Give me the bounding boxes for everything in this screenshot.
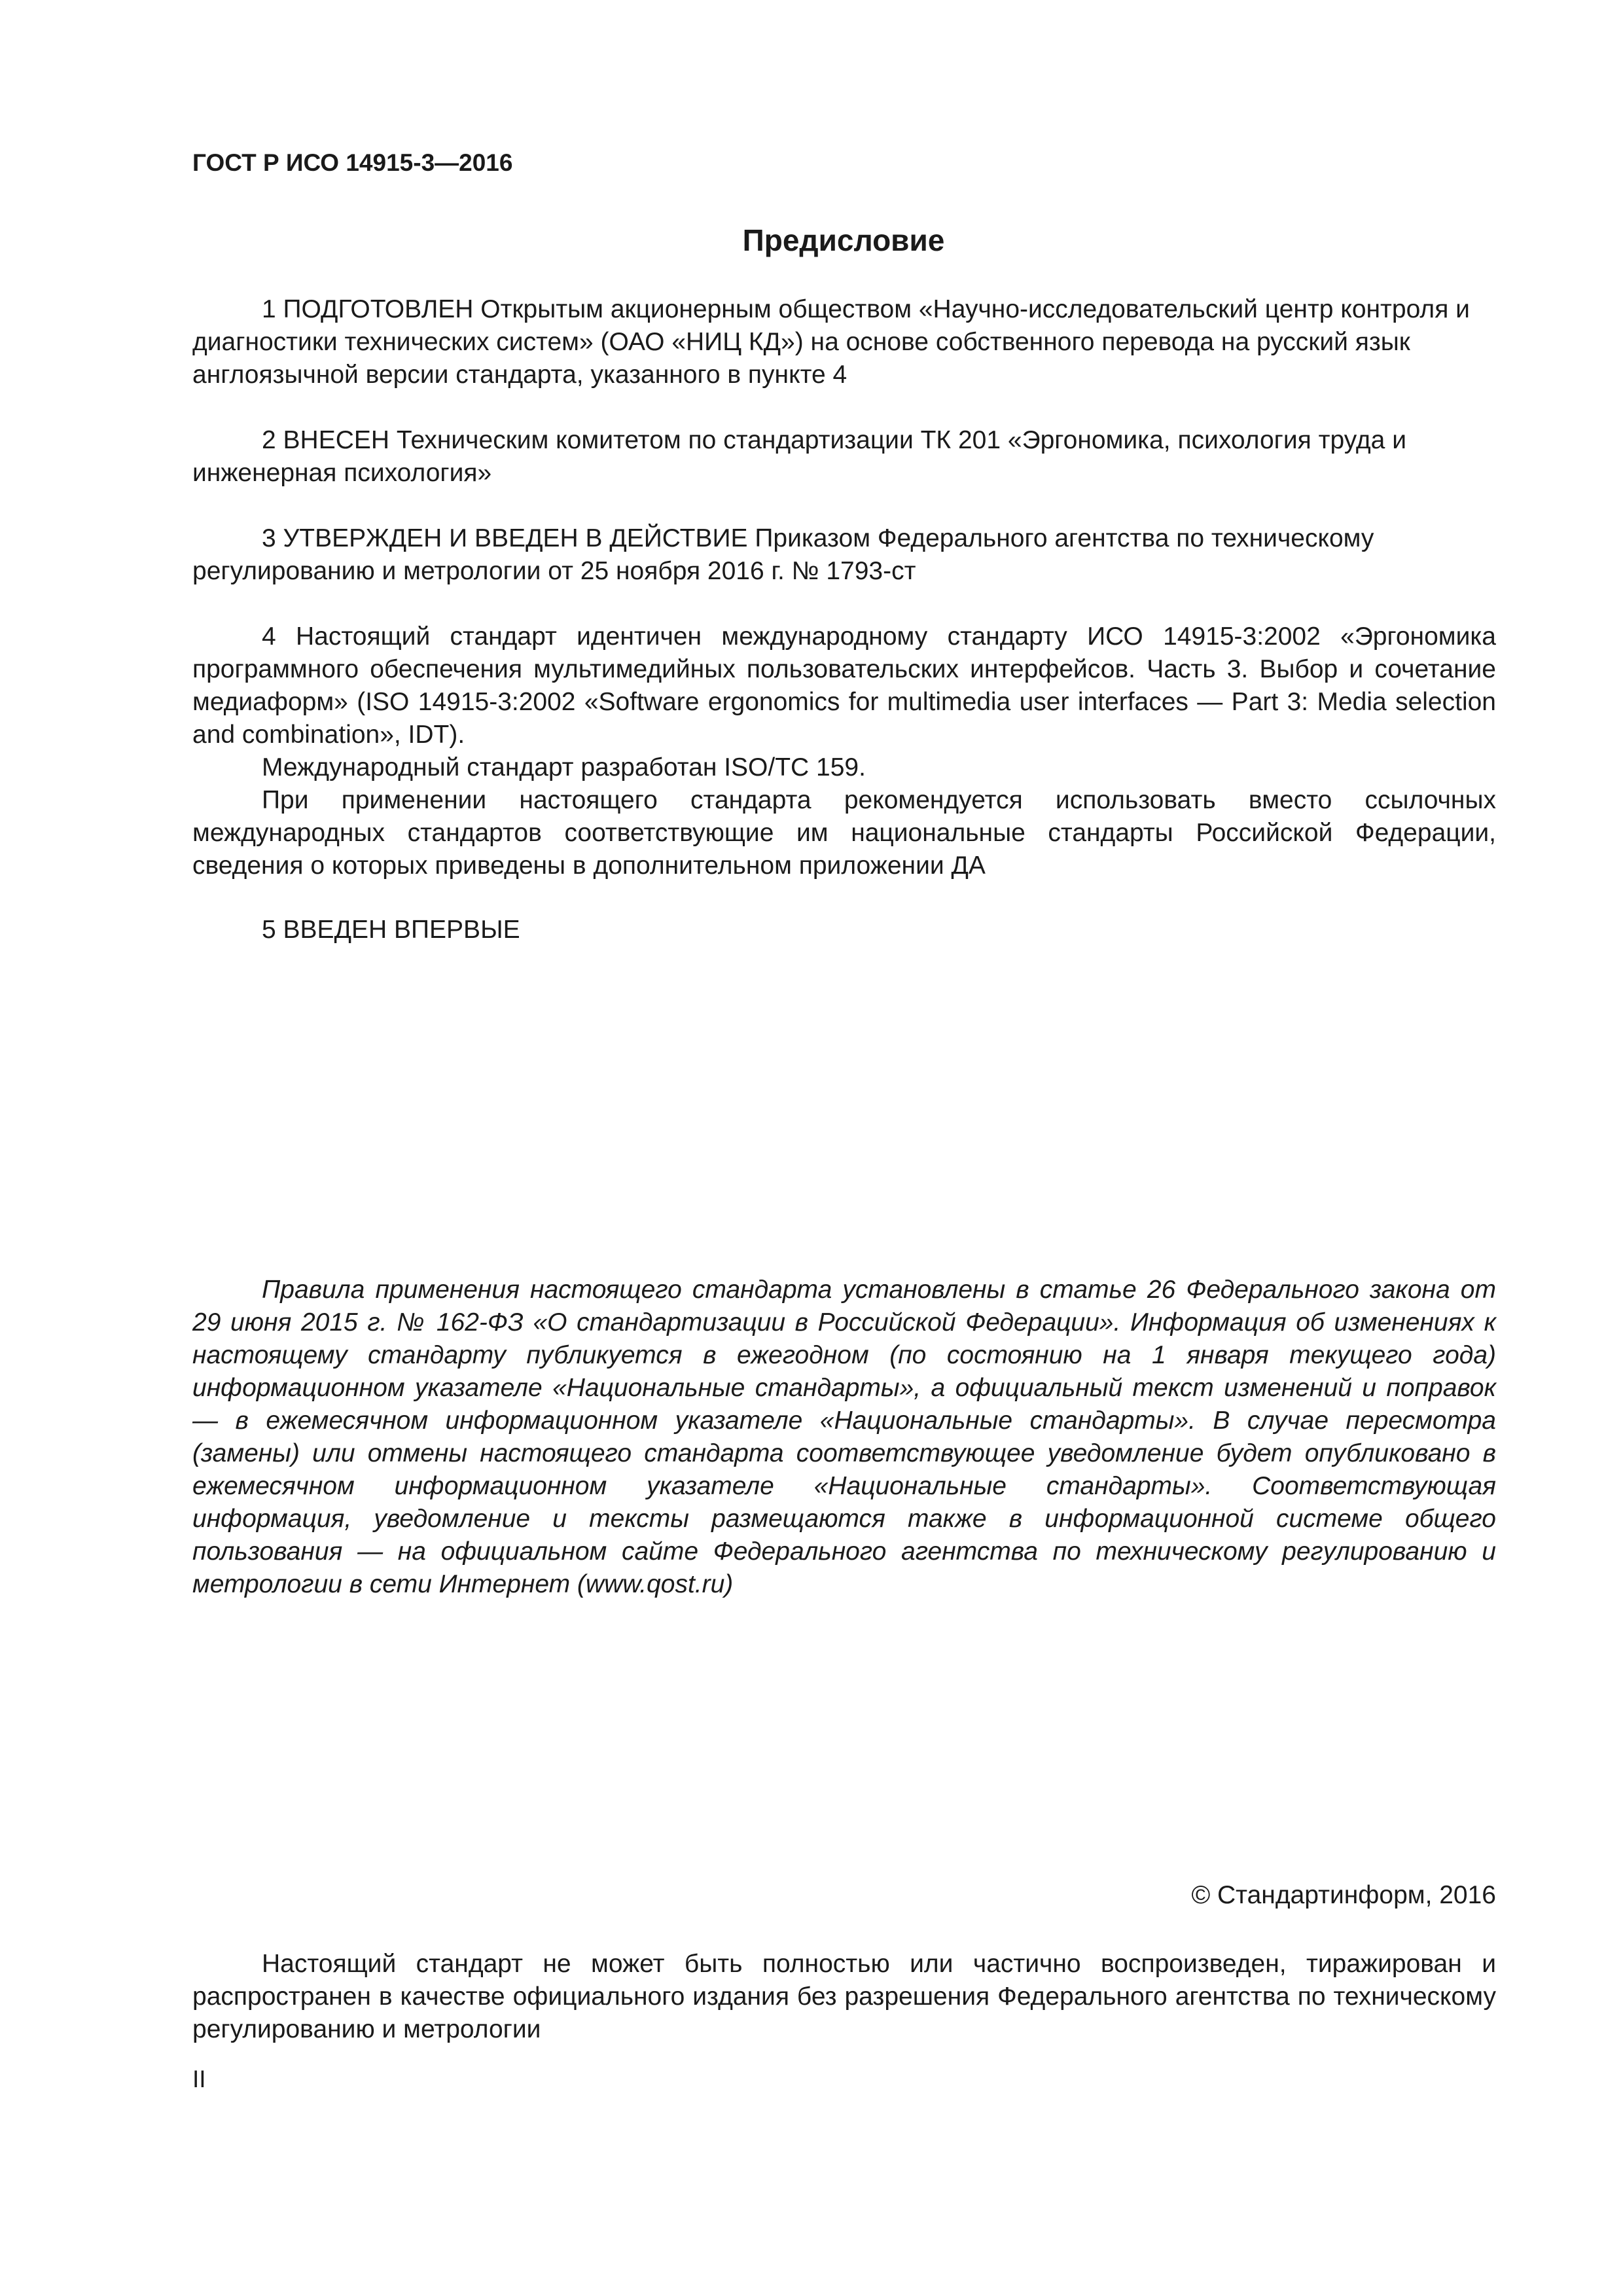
page-number: II [192,2066,206,2092]
foreword-item-4-references: При применении настоящего стандарта рекомендуется использовать вместо ссылочных международных стандартов соответствующие им национальные стандарты Российской Федерации, сведения о которых приведены в дополнительном приложении ДА [192,786,1496,880]
copyright-line: © Стандартинформ, 2016 [1191,1881,1496,1909]
foreword-item-2 [192,424,1496,490]
foreword-item-3 [192,522,1496,588]
reproduction-notice-text: Настоящий стандарт не может быть полностью или частично воспроизведен, тиражирован и распространен в качестве официального издания без разрешения Федерального агентства по техническому регулированию и метрологии [192,1950,1496,2043]
foreword-item-4-text: 4 Настоящий стандарт идентичен международному стандарту ИСО 14915-3:2002 «Эргономика программного обеспечения мультимедийных пользовательских интерфейсов. Часть 3. Выбор и сочетание медиаформ» (ISO 14915-3:2002 «Software ergonomics for multimedia user interfaces — Part 3: Media selection and combination», IDT). [192,622,1496,749]
foreword-item-5 [192,914,1496,946]
reproduction-notice [192,1948,1496,2046]
page-title: Предисловие [742,223,945,257]
document-header-id: ГОСТ Р ИСО 14915-3—2016 [192,149,513,176]
foreword-item-5-text: 5 ВВЕДЕН ВПЕРВЫЕ [262,916,520,944]
foreword-item-1 [192,293,1496,391]
foreword-item-4 [192,620,1496,882]
application-rules-notice [192,1274,1496,1601]
foreword-item-4-committee: Международный стандарт разработан ISO/TC 159. [262,753,866,781]
foreword-item-3-text: 3 УТВЕРЖДЕН И ВВЕДЕН В ДЕЙСТВИЕ Приказом Федерального агентства по техническому регулированию и метрологии от 25 ноября 2016 г. № 1793-ст [192,524,1374,585]
foreword-item-2-text: 2 ВНЕСЕН Техническим комитетом по стандартизации ТК 201 «Эргономика, психология труда и инженерная психология» [192,426,1406,487]
foreword-item-1-text: 1 ПОДГОТОВЛЕН Открытым акционерным обществом «Научно-исследовательский центр контроля и диагностики технических систем» (ОАО «НИЦ КД») на основе собственного перевода на русский язык англоязычной версии стандарта, указанного в пункте 4 [192,295,1470,389]
application-rules-text: Правила применения настоящего стандарта установлены в статье 26 Федерального закона от 29 июня 2015 г. № 162-ФЗ «О стандартизации в Российской Федерации». Информация об изменениях к настоящему стандарту публикуется в ежегодном (по состоянию на 1 января текущего года) информационном указателе «Национальные стандарты», а официальный текст изменений и поправок — в ежемесячном информационном указателе «Национальные стандарты». В случае пересмотра (замены) или отмены настоящего стандарта соответствующее уведомление будет опубликовано в ежемесячном информационном указателе «Национальные стандарты». Соответствующая информация, уведомление и тексты размещаются также в информационной системе общего пользования — на официальном сайте Федерального агентства по техническому регулированию и метрологии в сети Интернет (www.qost.ru) [192,1276,1496,1598]
